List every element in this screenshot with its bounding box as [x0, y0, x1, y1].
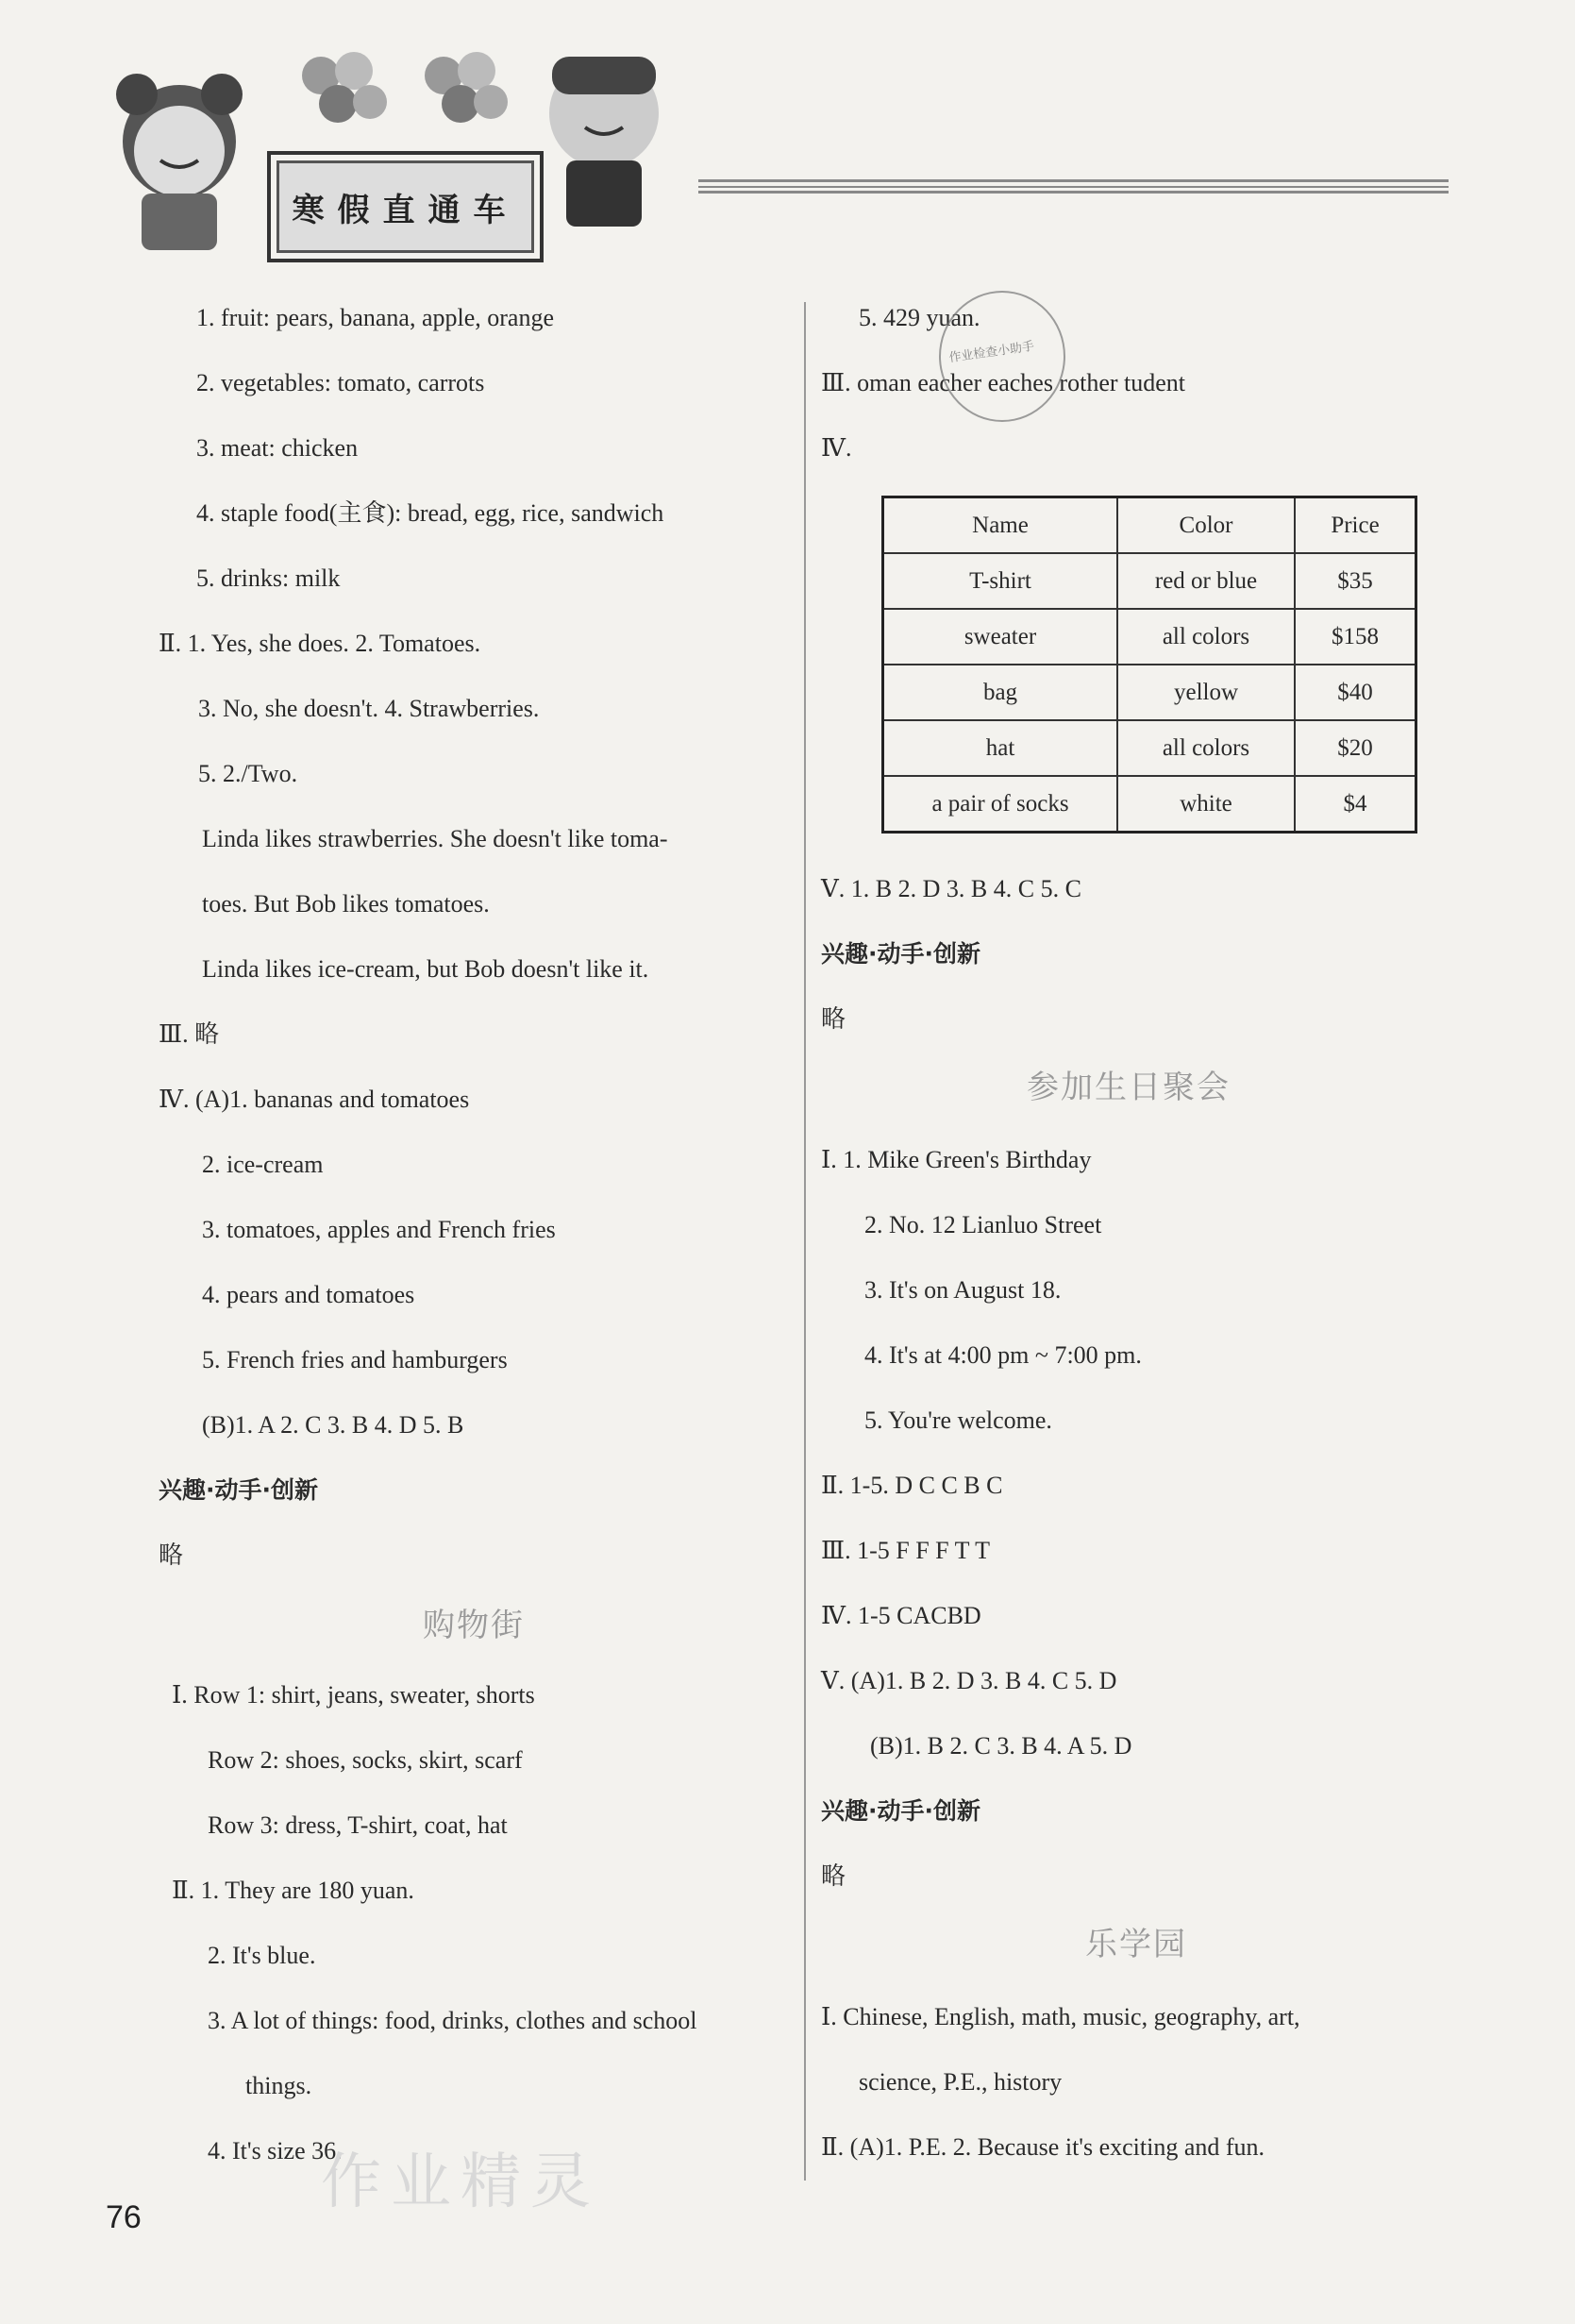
answer-line: Row 2: shoes, socks, skirt, scarf — [208, 1746, 523, 1774]
unit-title: 参加生日聚会 — [1027, 1069, 1231, 1106]
answer-line: Ⅳ. — [821, 434, 852, 462]
answer-line: (B)1. A 2. C 3. B 4. D 5. B — [202, 1411, 464, 1439]
answer-line: science, P.E., history — [859, 2068, 1063, 2096]
header-rule — [698, 186, 1449, 188]
answer-line: Ⅱ. (A)1. P.E. 2. Because it's exciting and fun. — [821, 2133, 1265, 2161]
answer-line: Ⅰ. Row 1: shirt, jeans, sweater, shorts — [172, 1681, 535, 1709]
table-cell: all colors — [1117, 720, 1295, 776]
table-cell: white — [1117, 776, 1295, 833]
answer-line: (B)1. B 2. C 3. B 4. A 5. D — [870, 1732, 1132, 1760]
answer-line: 5. 2./Two. — [198, 760, 298, 787]
section-heading: 兴趣·动手·创新 — [821, 940, 980, 968]
answer-line: 5. You're welcome. — [864, 1406, 1052, 1434]
table-cell: $20 — [1295, 720, 1416, 776]
answer-line: 5. drinks: milk — [196, 564, 341, 592]
section-heading: 兴趣·动手·创新 — [159, 1476, 318, 1504]
table-cell: all colors — [1117, 609, 1295, 665]
answer-line: 1. fruit: pears, banana, apple, orange — [196, 304, 555, 331]
answer-line: toes. But Bob likes tomatoes. — [202, 890, 490, 918]
answer-line: Ⅱ. 1. They are 180 yuan. — [172, 1877, 414, 1904]
unit-title: 乐学园 — [1085, 1926, 1187, 1963]
column-divider — [804, 302, 806, 2181]
answer-line: Linda likes strawberries. She doesn't like toma- — [202, 825, 668, 852]
answer-line: 3. tomatoes, apples and French fries — [202, 1216, 556, 1243]
table-row — [883, 665, 1416, 720]
answer-line: 2. vegetables: tomato, carrots — [196, 369, 485, 396]
answer-line: 2. No. 12 Lianluo Street — [864, 1211, 1102, 1238]
header-rule — [698, 191, 1449, 194]
answer-line: Row 3: dress, T-shirt, coat, hat — [208, 1811, 508, 1839]
answer-line: 4. staple food(主食): bread, egg, rice, sandwich — [196, 499, 664, 527]
table-cell: $40 — [1295, 665, 1416, 720]
answer-line: Linda likes ice-cream, but Bob doesn't like it. — [202, 955, 649, 983]
answer-line: 3. meat: chicken — [196, 434, 359, 462]
page-header — [0, 0, 1575, 283]
answer-line: Ⅴ. 1. B 2. D 3. B 4. C 5. C — [821, 875, 1081, 902]
answer-line: Ⅰ. Chinese, English, math, music, geography, art, — [821, 2003, 1300, 2030]
table-header-cell: Price — [1295, 497, 1416, 554]
table-header-row — [883, 497, 1416, 554]
answer-line: 2. It's blue. — [208, 1942, 316, 1969]
answer-line: 略 — [159, 1541, 184, 1569]
answer-line: Ⅲ. 1-5 F F F T T — [821, 1537, 990, 1564]
answer-line: Ⅱ. 1. Yes, she does. 2. Tomatoes. — [159, 630, 481, 657]
watermark: 作业精灵 — [321, 2147, 600, 2217]
table-row — [883, 553, 1416, 609]
table-cell: sweater — [883, 609, 1118, 665]
table-row — [883, 776, 1416, 833]
answer-line: Ⅲ. oman eacher eaches rother tudent — [821, 369, 1186, 396]
table-cell: a pair of socks — [883, 776, 1118, 833]
answer-line: 3. It's on August 18. — [864, 1276, 1062, 1304]
answer-line: 5. French fries and hamburgers — [202, 1346, 508, 1373]
table-row — [883, 720, 1416, 776]
clothing-price-table — [881, 496, 1417, 834]
table-cell: $35 — [1295, 553, 1416, 609]
section-heading: 兴趣·动手·创新 — [821, 1797, 980, 1825]
table-cell: red or blue — [1117, 553, 1295, 609]
table-cell: $4 — [1295, 776, 1416, 833]
answer-line: 3. A lot of things: food, drinks, clothes and school — [208, 2007, 697, 2034]
table-row — [883, 609, 1416, 665]
answer-line: 略 — [821, 1862, 846, 1890]
answer-line: Ⅲ. 略 — [159, 1020, 220, 1048]
answer-line: Ⅴ. (A)1. B 2. D 3. B 4. C 5. D — [821, 1667, 1117, 1694]
unit-title: 购物街 — [423, 1607, 525, 1644]
table-cell: yellow — [1117, 665, 1295, 720]
header-title: 寒假直通车 — [267, 151, 544, 262]
table-cell: T-shirt — [883, 553, 1118, 609]
check-helper-stamp — [939, 291, 1065, 422]
answer-line: things. — [245, 2072, 312, 2099]
table-header-cell: Name — [883, 497, 1118, 554]
table-cell: hat — [883, 720, 1118, 776]
table-cell: bag — [883, 665, 1118, 720]
answer-line: Ⅱ. 1-5. D C C B C — [821, 1472, 1003, 1499]
page-number: 76 — [106, 2199, 142, 2235]
answer-line: 略 — [821, 1005, 846, 1033]
answer-line: 3. No, she doesn't. 4. Strawberries. — [198, 695, 540, 722]
answer-line: Ⅰ. 1. Mike Green's Birthday — [821, 1146, 1092, 1173]
table-cell: $158 — [1295, 609, 1416, 665]
answer-line: Ⅳ. 1-5 CACBD — [821, 1602, 981, 1629]
answer-line: Ⅳ. (A)1. bananas and tomatoes — [159, 1086, 470, 1113]
table-header-cell: Color — [1117, 497, 1295, 554]
answer-line: 4. It's size 36. — [208, 2137, 343, 2164]
answer-line: 2. ice-cream — [202, 1151, 324, 1178]
answer-line: 4. It's at 4:00 pm ~ 7:00 pm. — [864, 1341, 1142, 1369]
stamp-label: 作业检查小助手 — [947, 339, 1035, 366]
header-rule — [698, 179, 1449, 182]
answer-line: 4. pears and tomatoes — [202, 1281, 415, 1308]
answer-line: 5. 429 yuan. — [859, 304, 980, 331]
